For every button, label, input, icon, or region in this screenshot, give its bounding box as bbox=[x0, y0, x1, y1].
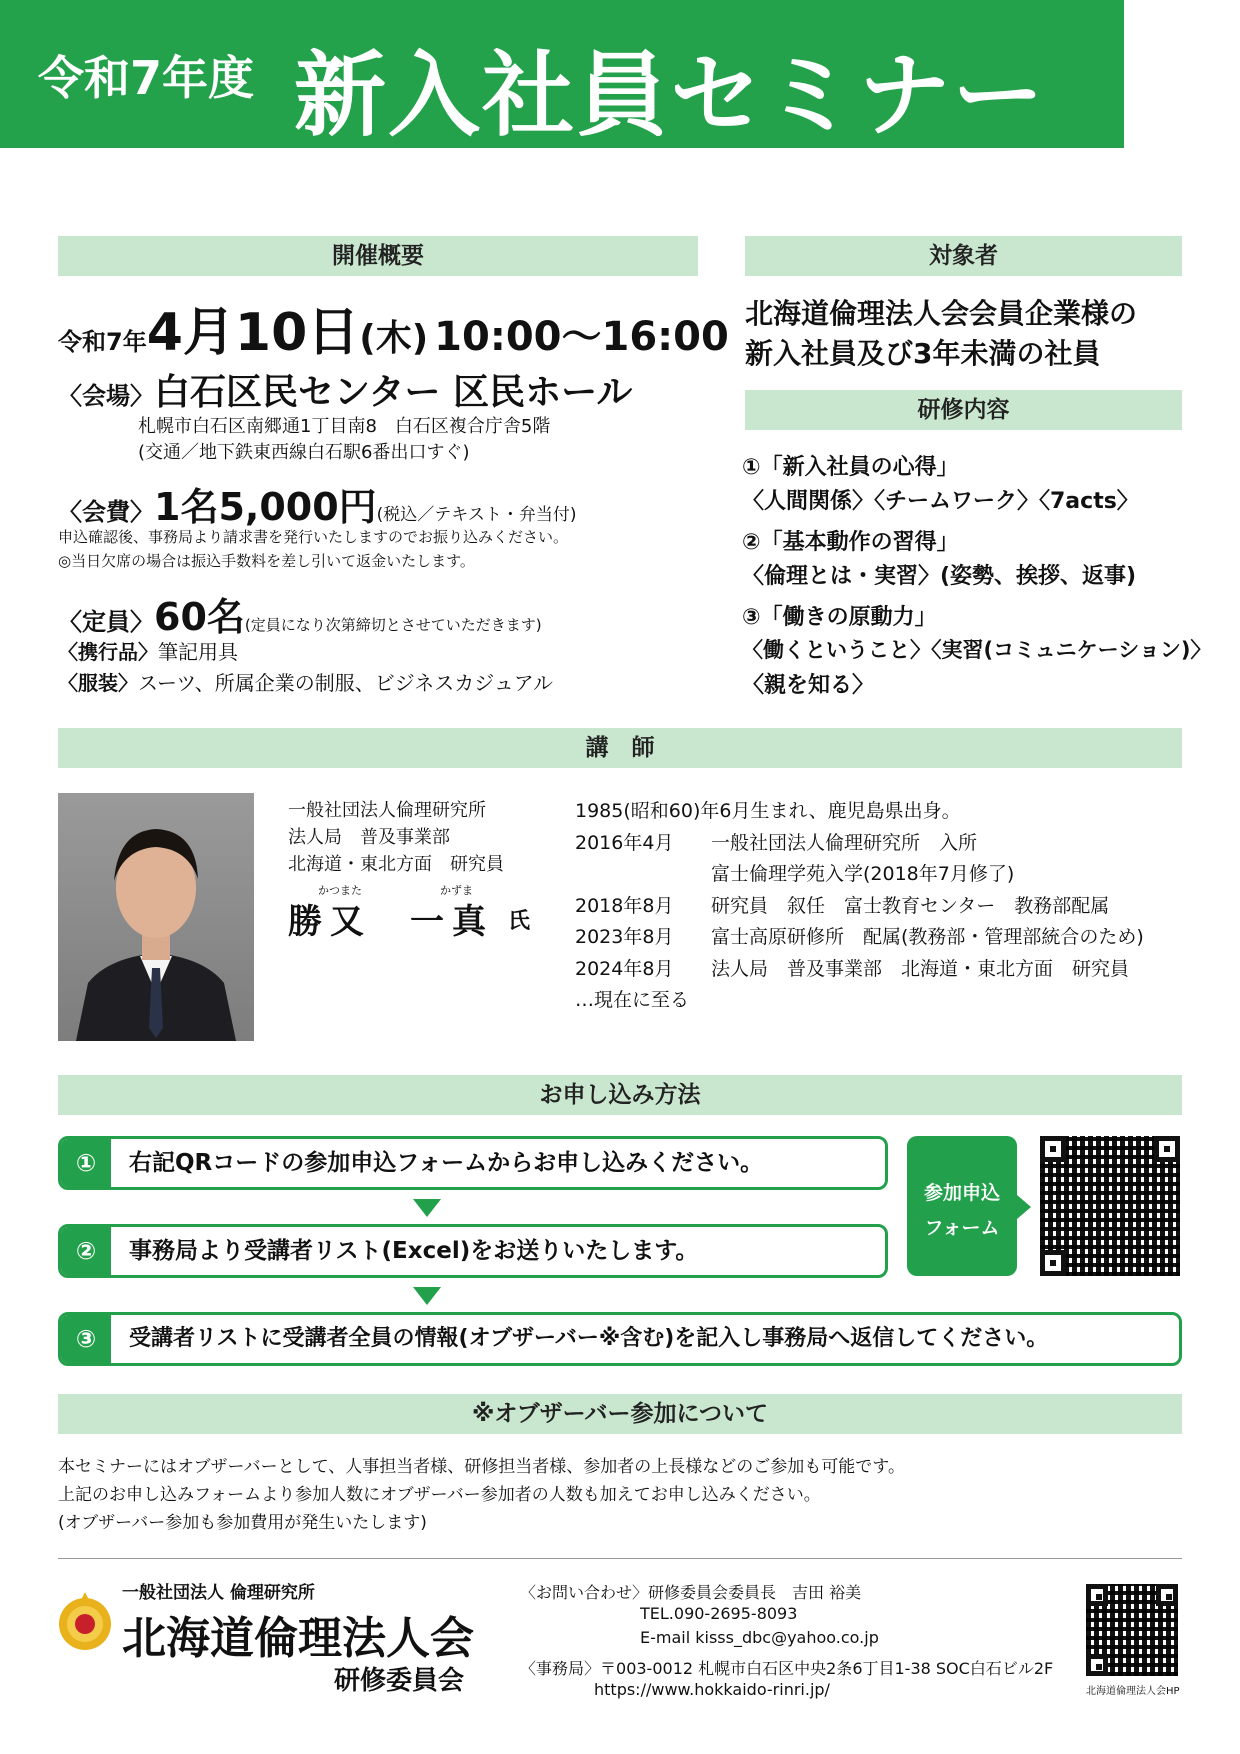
items bbox=[58, 636, 238, 665]
capacity-value: 60名 bbox=[154, 595, 245, 639]
footer-url[interactable]: https://www.hokkaido-rinri.jp/ bbox=[594, 1680, 830, 1699]
apply-step-1 bbox=[58, 1136, 888, 1190]
lecturer-org-2: 法人局 普及事業部 bbox=[288, 827, 450, 848]
arrow-right-icon bbox=[1017, 1195, 1031, 1219]
date-main: 4月10日 bbox=[146, 303, 360, 363]
profile-row bbox=[575, 954, 1144, 986]
content-item-3-detail: 〈働くということ〉〈実習(コミュニケーション)〉 bbox=[742, 638, 1212, 662]
lecturer-name-1: 勝又 bbox=[288, 902, 372, 942]
step-text: 受講者リストに受講者全員の情報(オブザーバー※含む)を記入し事務局へ返信してください。 bbox=[129, 1326, 1049, 1351]
lecturer-org-3: 北海道・東北方面 研究員 bbox=[288, 854, 504, 875]
footer-org-small: 一般社団法人 倫理研究所 bbox=[122, 1583, 315, 1603]
target-line-2: 新入社員及び3年未満の社員 bbox=[745, 337, 1101, 370]
arrow-down-icon bbox=[413, 1199, 441, 1217]
observer-header: ※オブザーバー参加について bbox=[58, 1394, 1182, 1434]
lecturer-photo bbox=[58, 793, 254, 1041]
items-value: 筆記用具 bbox=[158, 640, 238, 664]
homepage-qr-caption: 北海道倫理法人会HP bbox=[1086, 1686, 1180, 1697]
form-label-1: 参加申込 bbox=[923, 1182, 1000, 1204]
profile-year: 2023年8月 bbox=[575, 926, 674, 948]
step-text: 右記QRコードの参加申込フォームからお申し込みください。 bbox=[129, 1150, 764, 1176]
dress bbox=[58, 667, 553, 696]
footer-office bbox=[520, 1656, 1053, 1679]
profile-desc: 一般社団法人倫理研究所 入所 bbox=[711, 831, 978, 854]
lecturer-name-2: 一真 bbox=[410, 902, 494, 942]
profile-row bbox=[575, 985, 1144, 1017]
capacity bbox=[58, 586, 542, 641]
form-label-box[interactable] bbox=[907, 1136, 1017, 1276]
lecturer-ruby-1: かつまた bbox=[318, 884, 362, 897]
application-form-qr-icon[interactable] bbox=[1040, 1136, 1180, 1276]
profile-year: 2018年8月 bbox=[575, 894, 674, 917]
profile-row bbox=[575, 922, 1144, 954]
dress-label: 〈服装〉 bbox=[58, 671, 138, 695]
step-text: 事務局より受講者リスト(Excel)をお送りいたします。 bbox=[129, 1238, 699, 1264]
profile-year: …現在に至る bbox=[575, 989, 690, 1011]
office-label: 〈事務局〉 bbox=[520, 1659, 601, 1678]
footer-email[interactable]: E-mail kisss_dbc@yahoo.co.jp bbox=[640, 1628, 879, 1647]
footer-committee: 研修委員会 bbox=[334, 1666, 465, 1696]
profile-desc: 研究員 叙任 富士教育センター 教務部配属 bbox=[711, 894, 1110, 917]
office-address: 〒003-0012 札幌市白石区中央2条6丁目1-38 SOC白石ビル2F bbox=[600, 1659, 1054, 1678]
date-day: (木) bbox=[359, 318, 429, 359]
venue-access: (交通／地下鉄東西線白石駅6番出口すぐ) bbox=[138, 442, 470, 463]
organization-emblem-icon bbox=[56, 1590, 114, 1654]
apply-step-2 bbox=[58, 1224, 888, 1278]
step-number: ③ bbox=[61, 1315, 111, 1363]
overview-header: 開催概要 bbox=[58, 236, 698, 276]
target-header: 対象者 bbox=[745, 236, 1182, 276]
content-item-2-detail: 〈倫理とは・実習〉(姿勢、挨拶、返事) bbox=[742, 564, 1137, 589]
footer-divider bbox=[58, 1558, 1182, 1559]
footer-inquiry bbox=[520, 1580, 861, 1603]
apply-step-3 bbox=[58, 1312, 1182, 1366]
form-label-2: フォーム bbox=[924, 1217, 1000, 1239]
dress-value: スーツ、所属企業の制服、ビジネスカジュアル bbox=[138, 671, 553, 695]
profile-row bbox=[575, 796, 1144, 828]
profile-row bbox=[575, 828, 1144, 860]
banner-year: 令和7年度 bbox=[38, 51, 255, 105]
footer-tel[interactable]: TEL.090-2695-8093 bbox=[640, 1604, 798, 1623]
items-label: 〈携行品〉 bbox=[58, 640, 158, 664]
fee-value: 1名5,000円 bbox=[154, 485, 377, 529]
content-item-3-title: ③「働きの原動力」 bbox=[742, 605, 937, 630]
profile-year: 2016年4月 bbox=[575, 831, 674, 854]
profile-row bbox=[575, 859, 1144, 891]
date-prefix: 令和7年 bbox=[58, 328, 147, 356]
venue-name: 白石区民センター 区民ホール bbox=[154, 372, 633, 413]
content-item-1-title: ①「新入社員の心得」 bbox=[742, 455, 959, 480]
fee-text-2: ◎当日欠席の場合は振込手数料を差し引いて返金いたします。 bbox=[58, 552, 475, 570]
homepage-qr-icon[interactable] bbox=[1086, 1584, 1178, 1676]
fee bbox=[58, 476, 577, 531]
inquiry-label: 〈お問い合わせ〉 bbox=[520, 1583, 649, 1602]
profile-year: 1985(昭和60)年6月生まれ、鹿児島県出身。 bbox=[575, 800, 961, 822]
profile-row bbox=[575, 891, 1144, 923]
lecturer-honorific: 氏 bbox=[508, 909, 531, 934]
content-item-1-detail: 〈人間関係〉〈チームワーク〉〈7acts〉 bbox=[742, 489, 1139, 514]
page-title: 新入社員セミナー bbox=[294, 42, 1047, 149]
venue bbox=[58, 364, 632, 415]
step-number: ① bbox=[61, 1139, 111, 1187]
lecturer-profile bbox=[575, 796, 1144, 1017]
event-datetime bbox=[58, 290, 729, 365]
fee-text-1: 申込確認後、事務局より請求書を発行いたしますのでお振り込みください。 bbox=[58, 528, 569, 546]
inquiry-person: 研修委員会委員長 吉田 裕美 bbox=[648, 1583, 862, 1602]
target-line-1: 北海道倫理法人会会員企業様の bbox=[745, 297, 1138, 330]
content-item-3-detail-2: 〈親を知る〉 bbox=[742, 673, 875, 698]
title-banner bbox=[0, 0, 1124, 148]
venue-address: 札幌市白石区南郷通1丁目南8 白石区複合庁舎5階 bbox=[138, 416, 551, 437]
apply-header: お申し込み方法 bbox=[58, 1075, 1182, 1115]
profile-desc: 法人局 普及事業部 北海道・東北方面 研究員 bbox=[711, 957, 1130, 980]
step-number: ② bbox=[61, 1227, 111, 1275]
profile-desc: 富士倫理学苑入学(2018年7月修了) bbox=[711, 863, 1015, 885]
observer-line-2: 上記のお申し込みフォームより参加人数にオブザーバー参加者の人数も加えてお申し込みください。 bbox=[58, 1485, 821, 1505]
event-time: 10:00〜16:00 bbox=[434, 314, 729, 360]
footer-org-big: 北海道倫理法人会 bbox=[122, 1613, 474, 1664]
observer-line-3: (オブザーバー参加も参加費用が発生いたします) bbox=[58, 1513, 427, 1533]
fee-note: (税込／テキスト・弁当付) bbox=[376, 505, 577, 525]
profile-year: 2024年8月 bbox=[575, 957, 674, 980]
content-header: 研修内容 bbox=[745, 390, 1182, 430]
capacity-note: (定員になり次第締切とさせていただきます) bbox=[244, 616, 542, 634]
arrow-down-icon bbox=[413, 1287, 441, 1305]
venue-label: 〈会場〉 bbox=[58, 382, 154, 410]
lecturer-org-1: 一般社団法人倫理研究所 bbox=[288, 800, 486, 821]
content-item-2-title: ②「基本動作の習得」 bbox=[742, 530, 959, 555]
lecturer-ruby-2: かずま bbox=[440, 884, 473, 897]
profile-desc: 富士高原研修所 配属(教務部・管理部統合のため) bbox=[711, 926, 1144, 948]
fee-label: 〈会費〉 bbox=[58, 498, 154, 526]
capacity-label: 〈定員〉 bbox=[58, 608, 154, 636]
lecturer-header: 講 師 bbox=[58, 728, 1182, 768]
observer-line-1: 本セミナーにはオブザーバーとして、人事担当者様、研修担当者様、参加者の上長様などのご参加も可能です。 bbox=[58, 1457, 905, 1477]
